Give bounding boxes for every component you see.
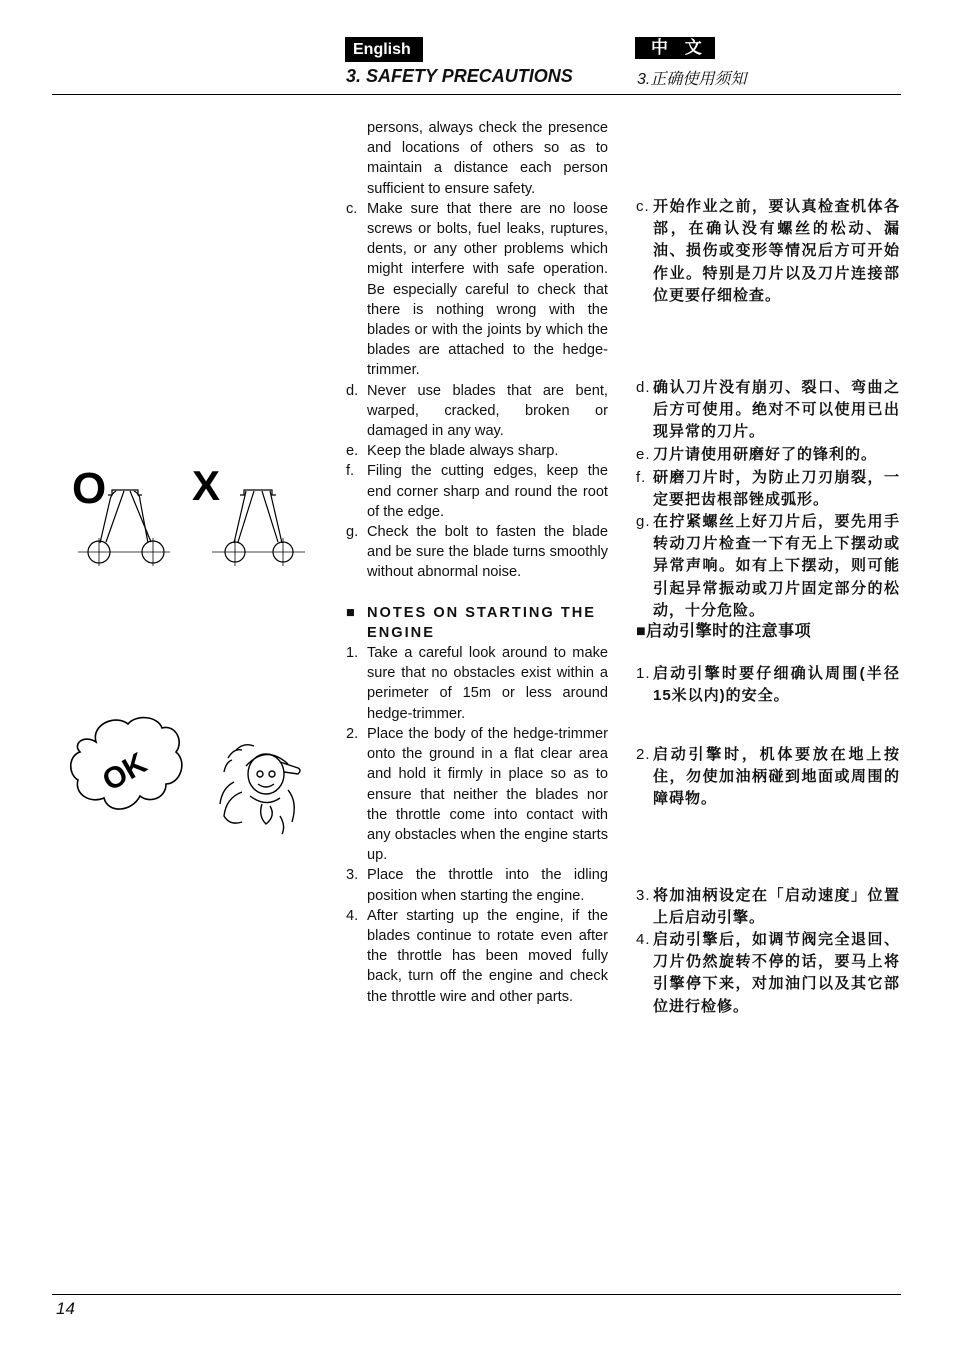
list-text: Filing the cutting edges, keep the end corner sharp and round the root of the edge.: [367, 463, 608, 520]
list-text: 启动引擎时要仔细确认周围(半径15米以内)的安全。: [653, 665, 900, 705]
list-text: Place the throttle into the idling position when starting the engine.: [367, 867, 608, 904]
list-marker: f.: [636, 469, 647, 486]
section-title-chinese: 3.正确使用须知: [637, 71, 747, 88]
list-text: Take a careful look around to make sure that no obstacles exist within a perimeter of 15m or less around hedge-trimmer.: [367, 645, 608, 722]
ok-text: OK: [96, 746, 153, 798]
section-heading-chinese: ■启动引擎时的注意事项: [636, 623, 812, 640]
chinese-item-e: [636, 444, 900, 466]
chinese-item-c: [636, 196, 900, 307]
chinese-item-1: [636, 663, 900, 707]
list-marker: 1.: [346, 645, 359, 662]
footer-divider: [52, 1294, 901, 1295]
list-item: [346, 522, 608, 583]
list-text: 启动引擎时，机体要放在地上按住，勿使加油柄碰到地面或周围的障碍物。: [653, 746, 900, 808]
heading-bullet: ■: [346, 604, 355, 621]
list-marker: 4.: [636, 931, 651, 948]
list-text: After starting up the engine, if the blades continue to rotate even after the throttle has been moved fully back, turn off the engine and check the throttle wire and other parts.: [367, 907, 608, 1005]
page-number: 14: [56, 1299, 75, 1318]
list-text: 刀片请使用研磨好了的锋利的。: [653, 446, 878, 463]
list-marker: d.: [346, 382, 359, 399]
list-text: 启动引擎后，如调节阀完全退回、刀片仍然旋转不停的话，要马上将引擎停下来，对加油门以及其它部位进行检修。: [653, 931, 900, 1015]
chinese-item-3: [636, 885, 900, 929]
chinese-item-g: [636, 511, 900, 622]
operator-looking-around-icon: [220, 745, 300, 834]
list-marker: 2.: [346, 725, 359, 742]
list-marker: e.: [636, 446, 651, 463]
safety-check-figure: [66, 712, 306, 842]
list-marker: f.: [346, 463, 355, 480]
incorrect-mark-icon: [192, 462, 220, 509]
list-marker: e.: [346, 443, 359, 460]
list-item: [346, 906, 608, 1007]
list-marker: 3.: [636, 887, 651, 904]
svg-text:X: X: [192, 462, 221, 509]
correct-mark-icon: [72, 464, 106, 513]
chinese-item-2: [636, 744, 900, 811]
list-item: [346, 199, 608, 381]
list-text: Place the body of the hedge-trimmer onto the ground in a flat clear area and hold it firmly in place so as to ensure that neither the blades nor the throttle come into contact with any obstacles when the engine starts up.: [367, 725, 608, 864]
list-item: [346, 461, 608, 522]
sharp-tooth-icon: [212, 490, 305, 566]
section-title-english: 3. SAFETY PRECAUTIONS: [346, 66, 573, 86]
list-marker: 3.: [346, 867, 359, 884]
english-column: [346, 118, 608, 1007]
list-item: [346, 643, 608, 724]
list-item: [346, 381, 608, 442]
language-label-english: English: [345, 37, 423, 62]
list-text: Make sure that there are no loose screws or bolts, fuel leaks, ruptures, dents, or any other problems which might interfere with safe operation. Be especially careful to check that there is nothing wrong with the blades or with the joints by which the blades are attached to the hedge-trimmer.: [367, 200, 608, 379]
list-text: 研磨刀片时，为防止刀刃崩裂，一定要把齿根部锉成弧形。: [653, 469, 900, 509]
list-item: [346, 865, 608, 905]
list-item: [346, 724, 608, 865]
chinese-item-4: [636, 929, 900, 1018]
list-marker: 2.: [636, 746, 651, 763]
svg-text:O: O: [72, 464, 107, 513]
list-text: 确认刀片没有崩刃、裂口、弯曲之后方可使用。绝对不可以使用已出现异常的刀片。: [653, 379, 900, 441]
list-marker: c.: [636, 198, 650, 215]
continuation-paragraph: persons, always check the presence and locations of others so as to maintain a distance each person sufficient to ensure safety.: [367, 120, 608, 197]
list-marker: c.: [346, 200, 358, 217]
heading-text: NOTES ON STARTING THE ENGINE: [367, 604, 597, 641]
chinese-item-d: [636, 377, 900, 444]
list-text: Keep the blade always sharp.: [367, 443, 559, 460]
list-text: Check the bolt to fasten the blade and be sure the blade turns smoothly without abnormal noise.: [367, 524, 608, 581]
section-heading-english: [346, 603, 608, 643]
list-text: 开始作业之前，要认真检查机体各部，在确认没有螺丝的松动、漏油、损伤或变形等情况后方可开始作业。特别是刀片以及刀片连接部位更要仔细检查。: [653, 198, 900, 304]
list-marker: g.: [346, 524, 359, 541]
header-divider: [52, 94, 901, 95]
list-text: Never use blades that are bent, warped, cracked, broken or damaged in any way.: [367, 382, 608, 440]
list-marker: 1.: [636, 665, 651, 682]
language-label-chinese: 中 文: [635, 37, 715, 59]
blade-edge-figure: [60, 458, 320, 578]
list-marker: g.: [636, 513, 651, 530]
list-marker: 4.: [346, 907, 359, 924]
list-item: [346, 441, 608, 461]
list-text: 在拧紧螺丝上好刀片后，要先用手转动刀片检查一下有无上下摆动或异常声响。如有上下摆动，则可能引起异常振动或刀片固定部分的松动，十分危险。: [653, 513, 900, 619]
list-marker: d.: [636, 379, 651, 396]
chinese-item-f: [636, 467, 900, 511]
list-text: 将加油柄设定在「启动速度」位置上后启动引擎。: [653, 887, 900, 927]
